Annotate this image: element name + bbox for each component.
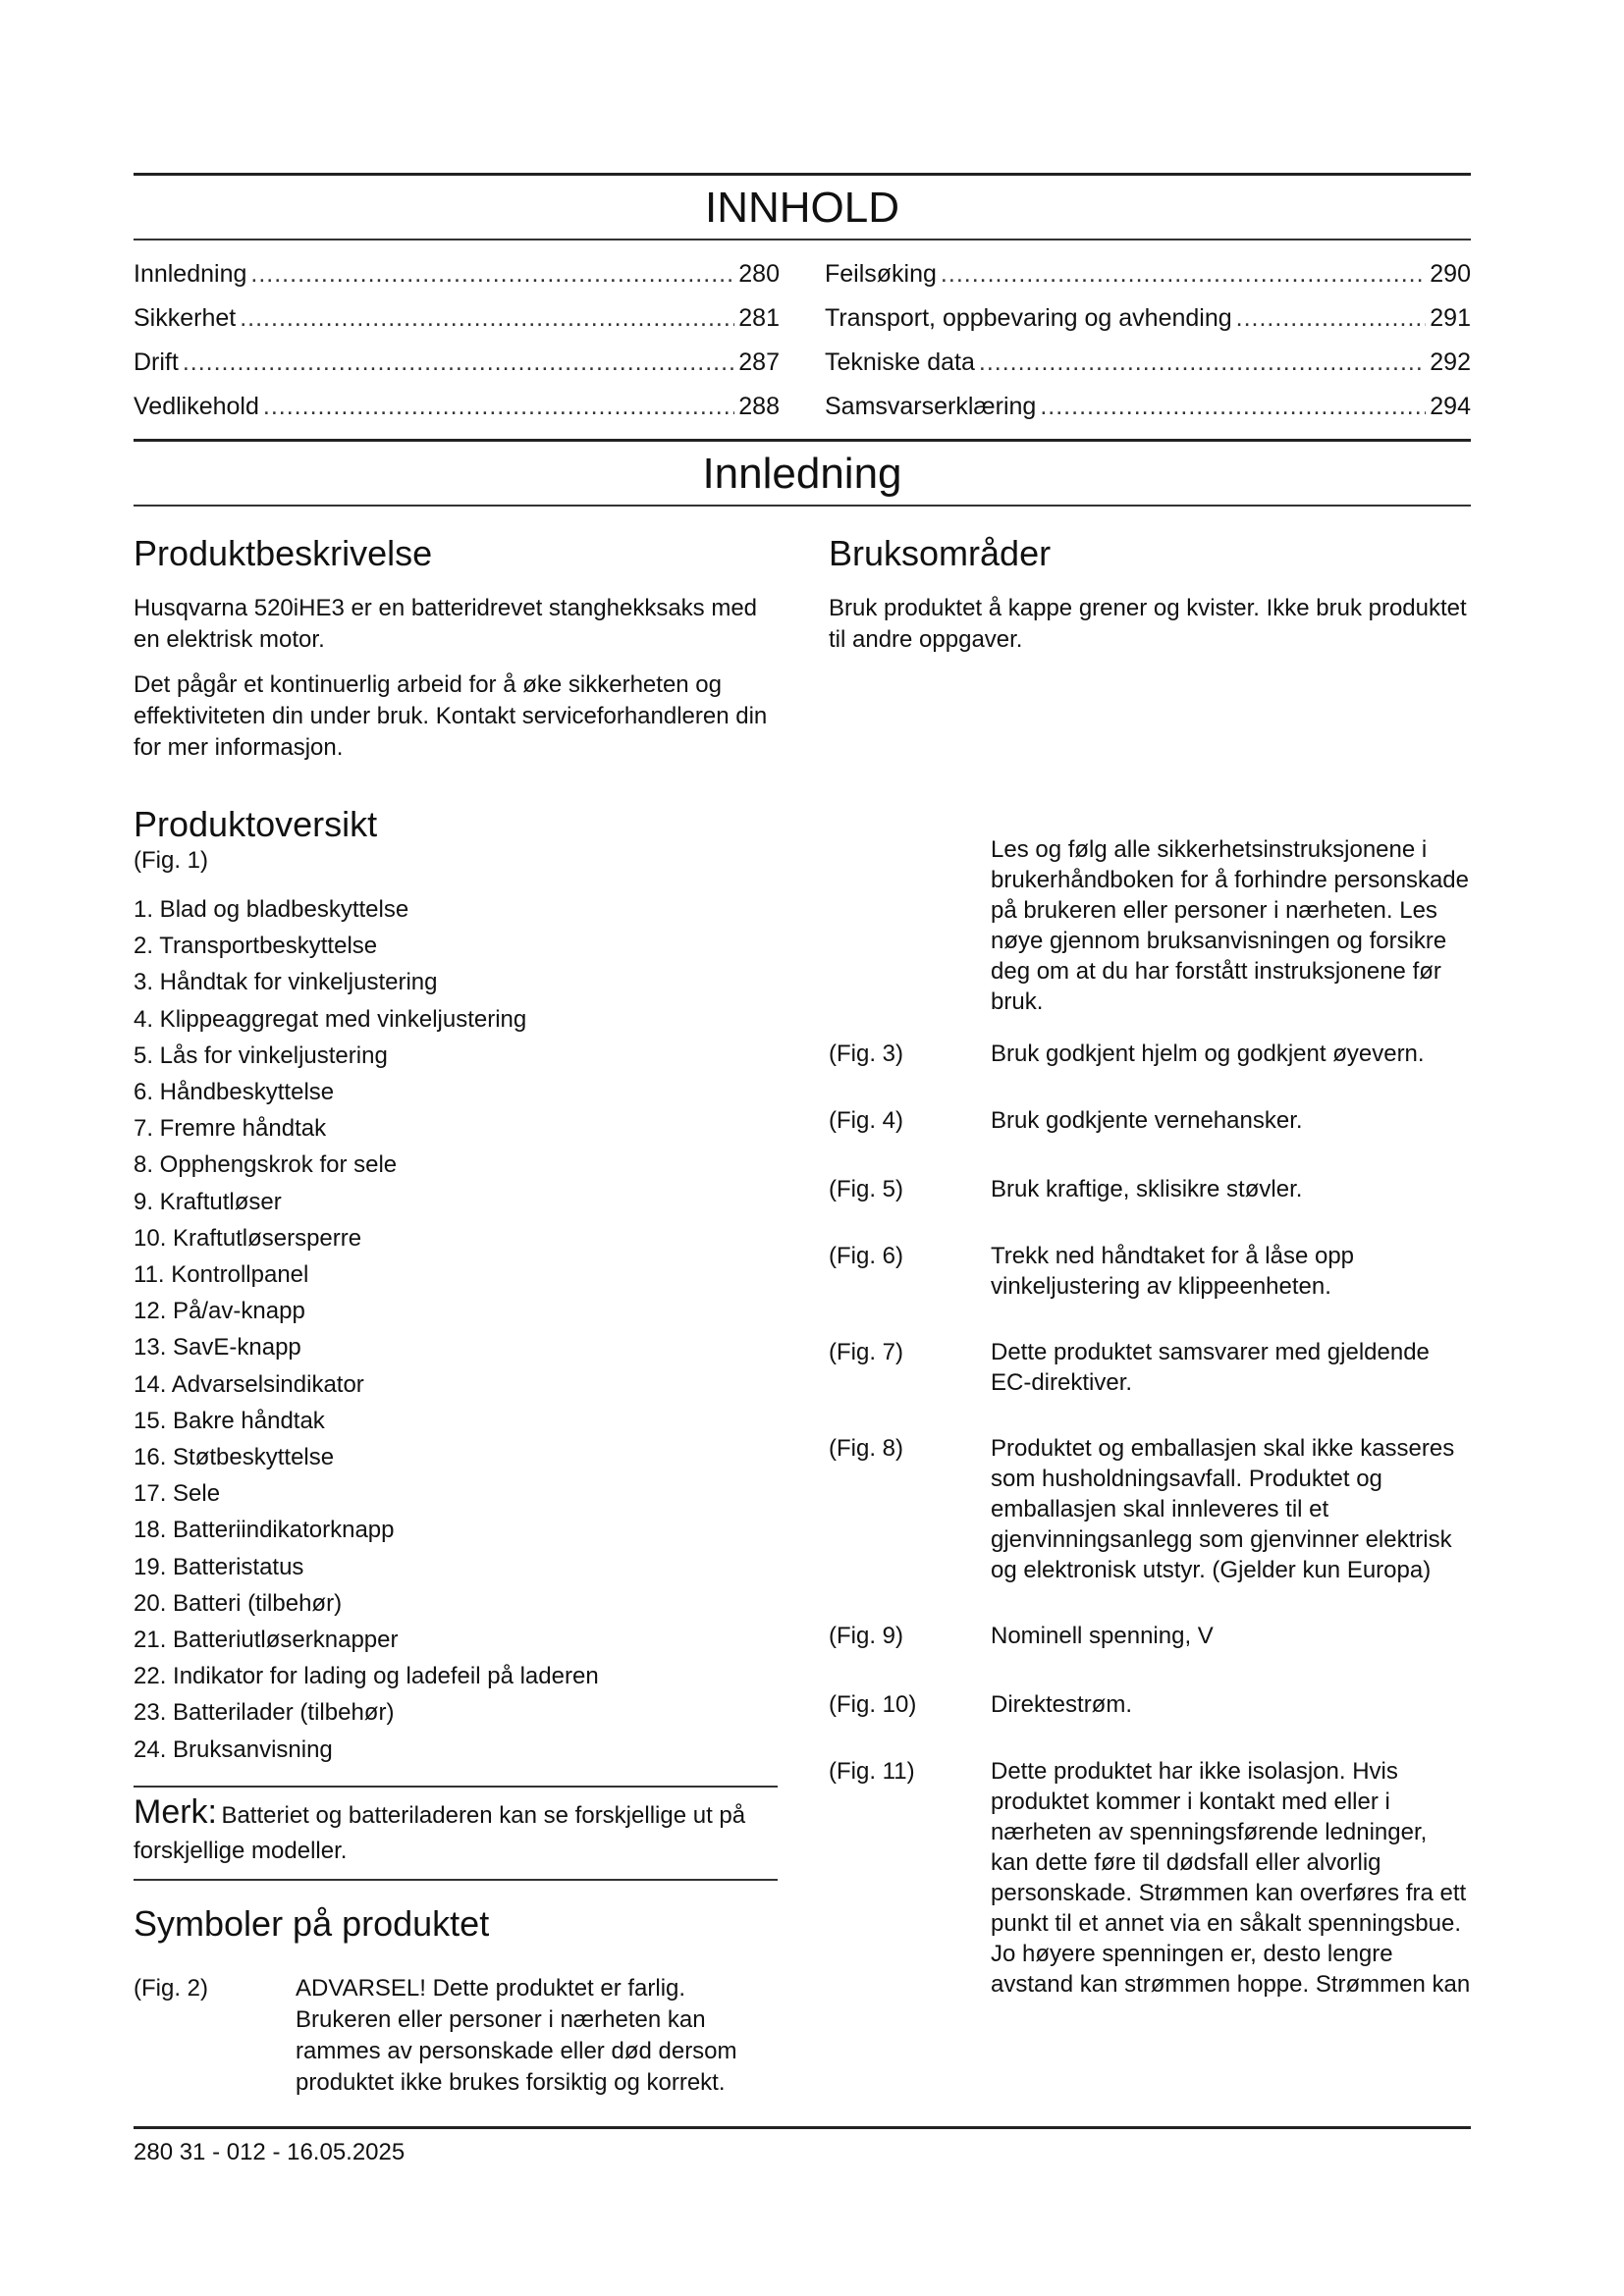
- list-item: 17. Sele: [134, 1480, 221, 1508]
- symbol-description: Bruk godkjente vernehansker.: [991, 1107, 1303, 1134]
- list-item: 22. Indikator for lading og ladefeil på laderen: [134, 1663, 599, 1690]
- symbol-figure-reference: (Fig. 2): [134, 1974, 209, 2002]
- list-item: 5. Lås for vinkeljustering: [134, 1041, 388, 1069]
- list-item: 6. Håndbeskyttelse: [134, 1079, 335, 1106]
- symbol-row: [829, 1433, 1471, 1585]
- produktoversikt-heading: Produktoversikt: [134, 804, 378, 844]
- toc-leader-dots: [263, 385, 734, 429]
- symbol-description: Bruk godkjent hjelm og godkjent øyevern.: [991, 1041, 1425, 1067]
- produktbeskrivelse-heading: Produktbeskrivelse: [134, 533, 433, 573]
- left-column: [134, 507, 778, 2099]
- symbol-row: [829, 834, 1471, 1017]
- list-item: 21. Batteriutløserknapper: [134, 1627, 399, 1654]
- symbol-description: Produktet og emballasjen skal ikke kasseres som husholdningsavfall. Produktet og emballasjen skal innleveres til et gjenvinningsanlegg som gjenvinner elektrisk og elektronisk utstyr. (Gjelder kun Europa): [991, 1435, 1455, 1583]
- toc-entry-page: 294: [1430, 393, 1471, 420]
- symbol-row: [829, 1337, 1471, 1398]
- symbol-description: Dette produktet samsvarer med gjeldende EC-direktiver.: [991, 1339, 1430, 1396]
- note-heading: Merk:: [134, 1792, 217, 1831]
- symbol-figure-reference: (Fig. 9): [829, 1623, 904, 1649]
- toc-entry-page: 292: [1430, 348, 1471, 376]
- page: [134, 173, 1471, 2099]
- toc-entry[interactable]: [825, 341, 1471, 385]
- toc-leader-dots: [979, 341, 1426, 385]
- toc-title: INNHOLD: [704, 184, 900, 232]
- toc-entry[interactable]: [825, 252, 1471, 296]
- toc-leader-dots: [240, 296, 734, 341]
- list-item: 18. Batteriindikatorknapp: [134, 1517, 395, 1544]
- symbol-figure-reference: (Fig. 4): [829, 1107, 904, 1134]
- toc-entry[interactable]: [825, 296, 1471, 341]
- toc-entry-page: 280: [738, 260, 780, 288]
- toc-leader-dots: [1040, 385, 1426, 429]
- toc-entry-page: 291: [1430, 304, 1471, 332]
- toc-entry[interactable]: [134, 341, 780, 385]
- list-item: 19. Batteristatus: [134, 1553, 304, 1580]
- toc-entry-label: Feilsøking: [825, 260, 937, 288]
- symbol-figure-reference: (Fig. 7): [829, 1339, 904, 1365]
- symbol-figure-reference: (Fig. 11): [829, 1758, 915, 1785]
- symbol-description: Trekk ned håndtaket for å låse opp vinkeljustering av klippeenheten.: [991, 1243, 1355, 1300]
- symbol-description: Bruk kraftige, sklisikre støvler.: [991, 1176, 1303, 1202]
- symbol-figure-reference: (Fig. 3): [829, 1041, 904, 1067]
- bruksomrader-paragraph: Bruk produktet å kappe grener og kvister. Ikke bruk produktet til andre oppgaver.: [829, 595, 1467, 653]
- toc-entry-label: Tekniske data: [825, 348, 975, 376]
- toc-entry-label: Innledning: [134, 260, 247, 288]
- symbol-description: Nominell spenning, V: [991, 1623, 1214, 1649]
- list-item: 8. Opphengskrok for sele: [134, 1151, 398, 1179]
- symbol-description: Dette produktet har ikke isolasjon. Hvis produktet kommer i kontakt med eller i nærheten av spenningsførende ledninger, kan dette føre til dødsfall eller alvorlig personskade. Strømmen kan overføres fra ett punkt til et annet via en såkalt spenningsbue. Jo høyere spenningen er, desto lengre avstand kan strømmen hoppe. Strømmen kan: [991, 1758, 1471, 1998]
- list-item: 13. SavE-knapp: [134, 1334, 301, 1362]
- symbol-description: Direktestrøm.: [991, 1691, 1132, 1718]
- symbol-list: [829, 834, 1471, 2000]
- list-item: 10. Kraftutløsersperre: [134, 1224, 362, 1252]
- list-item: 7. Fremre håndtak: [134, 1115, 327, 1143]
- toc-entry[interactable]: [825, 385, 1471, 429]
- intro-title: Innledning: [702, 450, 902, 498]
- list-item: 14. Advarselsindikator: [134, 1370, 364, 1398]
- toc-top-rule: [134, 173, 1471, 176]
- footer-document-id: 280 31 - 012 - 16.05.2025: [134, 2139, 406, 2165]
- figure-reference: (Fig. 1): [134, 847, 209, 874]
- list-item: 16. Støtbeskyttelse: [134, 1444, 335, 1471]
- parts-list: [134, 891, 778, 1768]
- toc-leader-dots: [941, 252, 1426, 296]
- list-item: 11. Kontrollpanel: [134, 1261, 309, 1289]
- produktbeskrivelse-paragraph: Husqvarna 520iHE3 er en batteridrevet stanghekksaks med en elektrisk motor.: [134, 595, 758, 653]
- list-item: 3. Håndtak for vinkeljustering: [134, 969, 438, 996]
- note-text: Batteriet og batteriladeren kan se forskjellige ut på forskjellige modeller.: [134, 1801, 746, 1864]
- toc-entry[interactable]: [134, 385, 780, 429]
- toc-left-column: [134, 252, 780, 429]
- toc-entry-label: Transport, oppbevaring og avhending: [825, 304, 1232, 332]
- list-item: 12. På/av-knapp: [134, 1298, 305, 1325]
- symbol-figure-reference: (Fig. 6): [829, 1243, 904, 1269]
- list-item: 23. Batterilader (tilbehør): [134, 1699, 395, 1727]
- symbol-description: ADVARSEL! Dette produktet er farlig. Brukeren eller personer i nærheten kan rammes av personskade eller død dersom produktet ikke brukes forsiktig og korrekt.: [296, 1974, 737, 2096]
- toc-entry-page: 288: [738, 393, 780, 420]
- produktbeskrivelse-paragraph: Det pågår et kontinuerlig arbeid for å øke sikkerheten og effektiviteten din under bruk. Kontakt serviceforhandleren din for mer informasjon.: [134, 671, 768, 761]
- list-item: 4. Klippeaggregat med vinkeljustering: [134, 1005, 527, 1033]
- symbol-figure-reference: (Fig. 5): [829, 1176, 904, 1202]
- right-column: [829, 507, 1471, 2099]
- toc-entry[interactable]: [134, 296, 780, 341]
- list-item: 20. Batteri (tilbehør): [134, 1589, 343, 1617]
- symbol-row: [829, 1039, 1471, 1070]
- symbol-row: [829, 1174, 1471, 1205]
- toc-leader-dots: [250, 252, 734, 296]
- intro-columns: [134, 507, 1471, 2099]
- toc-entry-label: Vedlikehold: [134, 393, 259, 420]
- list-item: 15. Bakre håndtak: [134, 1407, 325, 1434]
- symbol-row: [829, 1689, 1471, 1721]
- footer-rule: [134, 2126, 1471, 2129]
- bruksomrader-heading: Bruksområder: [829, 533, 1052, 573]
- toc-entry-page: 290: [1430, 260, 1471, 288]
- symboler-heading: Symboler på produktet: [134, 1902, 490, 1944]
- symbol-description: Les og følg alle sikkerhetsinstruksjonene i brukerhåndboken for å forhindre personskade på brukeren eller personer i nærheten. Les nøye gjennom bruksanvisningen og forsikre deg om at du har forstått instruksjonene før bruk.: [991, 836, 1469, 1015]
- symbol-row: [134, 1973, 778, 2099]
- symbol-figure-reference: (Fig. 10): [829, 1691, 917, 1718]
- symbol-row: [829, 1756, 1471, 2000]
- list-item: 1. Blad og bladbeskyttelse: [134, 896, 409, 923]
- toc-entry-label: Sikkerhet: [134, 304, 237, 332]
- table-of-contents: [134, 240, 1471, 439]
- toc-leader-dots: [183, 341, 734, 385]
- symbol-row: [829, 1105, 1471, 1137]
- toc-entry-page: 287: [738, 348, 780, 376]
- list-item: 2. Transportbeskyttelse: [134, 933, 378, 960]
- symbol-figure-reference: (Fig. 8): [829, 1435, 904, 1462]
- symbol-row: [829, 1621, 1471, 1652]
- toc-entry-page: 281: [738, 304, 780, 332]
- toc-entry-label: Samsvarserklæring: [825, 393, 1037, 420]
- intro-top-rule: [134, 439, 1471, 442]
- list-item: 9. Kraftutløser: [134, 1188, 282, 1215]
- symbol-row: [829, 1241, 1471, 1302]
- toc-right-column: [825, 252, 1471, 429]
- note-box: [134, 1786, 778, 1881]
- toc-entry-label: Drift: [134, 348, 179, 376]
- toc-leader-dots: [1236, 296, 1427, 341]
- toc-entry[interactable]: [134, 252, 780, 296]
- list-item: 24. Bruksanvisning: [134, 1735, 333, 1763]
